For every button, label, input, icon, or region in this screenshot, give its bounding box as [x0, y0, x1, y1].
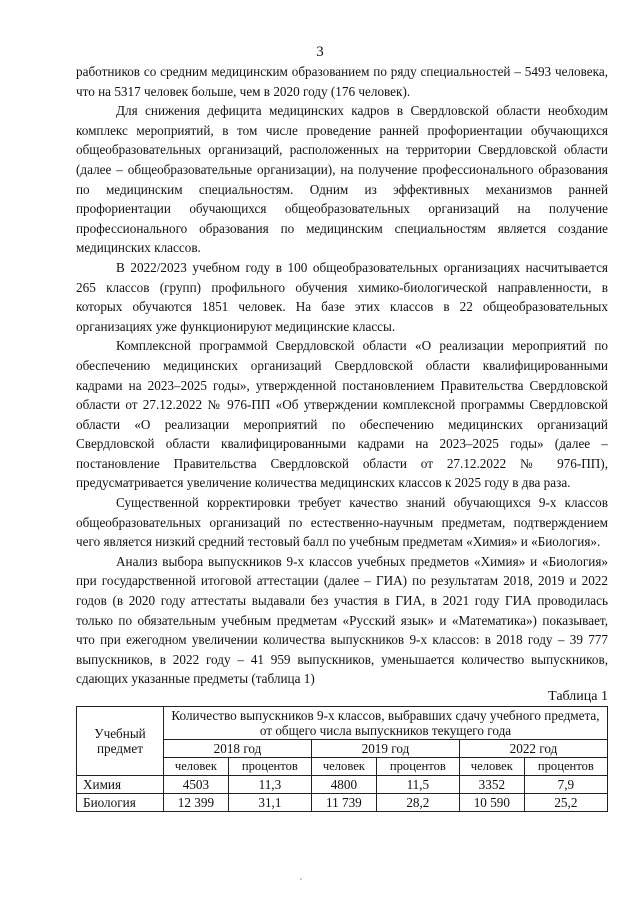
unit-header: процентов [376, 758, 459, 776]
table-header-row [77, 707, 608, 740]
year-header: 2018 год [164, 740, 312, 758]
table-caption: Таблица 1 [548, 689, 608, 704]
value-cell: 11,5 [376, 776, 459, 794]
paragraph-exam-analysis: Анализ выбора выпускников 9-х классов учебных предметов «Химия» и «Биология» при государственной итоговой аттестации (далее – ГИА) по результатам 2018, 2019 и 2022 годов (в 2020 году аттестаты выдавали без участия в ГИА, в 2021 году ГИА проводилась только по обязательным учебным предметам «Русский язык» и «Математика») показывает, что при ежегодном увеличении количества выпускников 9-х классов: в 2018 году – 39 777 выпускников, в 2022 году – 41 959 выпускников, уменьшается количество выпускников, сдающих указанные предметы (таблица 1) [76, 553, 608, 687]
subject-cell: Химия [77, 776, 164, 794]
body-text [76, 62, 608, 689]
value-cell: 31,1 [228, 794, 311, 812]
unit-header: человек [311, 758, 376, 776]
value-cell: 11,3 [228, 776, 311, 794]
value-cell: 28,2 [376, 794, 459, 812]
group-column-header: Количество выпускников 9-х классов, выбравших сдачу учебного предмета, от общего числа выпускников текущего года [164, 707, 608, 740]
value-cell: 7,9 [524, 776, 607, 794]
subject-column-header: Учебный предмет [77, 707, 164, 776]
year-header: 2022 год [459, 740, 607, 758]
paragraph-profile-classes: В 2022/2023 учебном году в 100 общеобразовательных организациях насчитывается 265 классов (групп) профильного обучения химико-биологической направленности, в которых обучаются 1851 человек. На базе этих классов в 22 общеобразовательных организациях уже функционируют медицинские классы. [76, 259, 608, 334]
value-cell: 4503 [164, 776, 229, 794]
value-cell: 10 590 [459, 794, 524, 812]
value-cell: 25,2 [524, 794, 607, 812]
value-cell: 11 739 [311, 794, 376, 812]
table-row [77, 794, 608, 812]
value-cell: 4800 [311, 776, 376, 794]
value-cell: 3352 [459, 776, 524, 794]
paragraph-knowledge-quality: Существенной корректировки требует качество знаний обучающихся 9-х классов общеобразовательных организаций по естественно-научным предметам, подтверждением чего является низкий средний тестовый балл по учебным предметам «Химия» и «Биология». [76, 495, 608, 550]
table-row [77, 776, 608, 794]
unit-header: человек [459, 758, 524, 776]
unit-header: процентов [228, 758, 311, 776]
scan-dot [300, 878, 302, 880]
unit-header: процентов [524, 758, 607, 776]
paragraph-continuation: работников со средним медицинским образованием по ряду специальностей – 5493 человека, что на 5317 человек больше, чем в 2020 году (176 человек). [76, 64, 608, 99]
graduates-table [76, 706, 608, 812]
unit-header: человек [164, 758, 229, 776]
value-cell: 12 399 [164, 794, 229, 812]
paragraph-regional-program: Комплексной программой Свердловской области «О реализации мероприятий по обеспечению медицинских организаций Свердловской области квалифицированными кадрами на 2023–2025 годы», утвержденной постановлением Правительства Свердловской области от 27.12.2022 № 976-ПП «Об утверждении комплексной программы Свердловской области «О реализации мероприятий по обеспечению медицинских организаций Свердловской области квалифицированными кадрами на 2023–2025 годы» (далее – постановление Правительства Свердловской области от 27.12.2022 № 976-ПП), предусматривается увеличение количества медицинских классов к 2025 году в два раза. [76, 338, 608, 491]
page-number: 3 [316, 44, 324, 60]
paragraph-staff-shortage: Для снижения дефицита медицинских кадров в Свердловской области необходим комплекс мероприятий, в том числе проведение ранней профориентации обучающихся общеобразовательных организаций, расположенных на территории Свердловской области (далее – общеобразовательные организации), на получение профессионального образования по медицинским специальностям. Одним из эффективных механизмов ранней профориентации обучающихся общеобразовательных организаций на получение профессионального образования по медицинским специальностям является создание медицинских классов. [76, 103, 608, 256]
year-header: 2019 год [311, 740, 459, 758]
subject-cell: Биология [77, 794, 164, 812]
